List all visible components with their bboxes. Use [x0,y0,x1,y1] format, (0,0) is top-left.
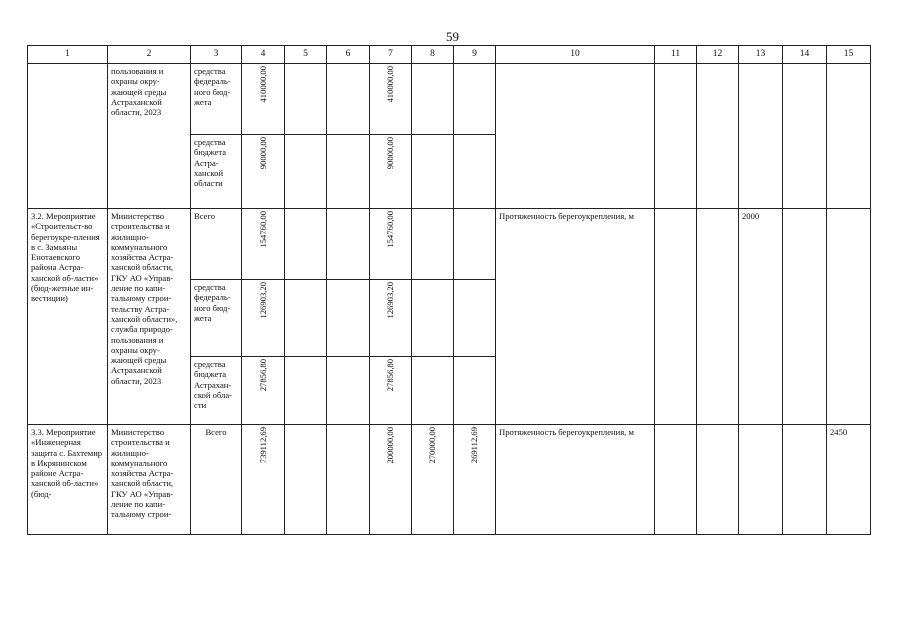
col-header-12: 12 [697,46,739,64]
col-header-13: 13 [739,46,783,64]
block1-c7-2: 90000,00 [370,135,412,209]
table-row [28,209,871,280]
empty-cell [783,425,827,535]
block1-executor: пользования и охраны окру-жающей среды Астраханской области, 2023 [108,64,191,209]
empty-cell [327,209,370,280]
block2-c7-1: 154760,00 [370,209,412,280]
empty-cell [412,357,454,425]
block2-c7-2: 126903,20 [370,280,412,357]
empty-cell [285,64,327,135]
block3-c8-1: 270000,00 [412,425,454,535]
empty-cell [454,209,496,280]
empty-cell [739,425,783,535]
empty-cell [285,357,327,425]
col-header-6: 6 [327,46,370,64]
block2-total-2: 126903,20 [242,280,285,357]
empty-cell [285,135,327,209]
empty-cell [697,209,739,425]
empty-cell [412,280,454,357]
block1-source-1: средства федераль-ного бюд-жета [191,64,242,135]
empty-cell [327,64,370,135]
empty-cell [827,209,871,425]
empty-cell [739,64,783,209]
empty-cell [655,425,697,535]
block3-measure: 3.3. Мероприятие «Инженерная защита с. Бахтемир в Икрянинском районе Астра-ханской об-ласти» (бюд- [28,425,108,535]
empty-cell [655,209,697,425]
col-header-10: 10 [496,46,655,64]
empty-cell [697,425,739,535]
col-header-3: 3 [191,46,242,64]
empty-cell [327,357,370,425]
col-header-5: 5 [285,46,327,64]
empty-cell [285,280,327,357]
empty-cell [412,135,454,209]
col-header-4: 4 [242,46,285,64]
block2-source-3: средства бюджета Астрахан-ской обла-сти [191,357,242,425]
block3-executor: Министерство строительства и жилищно-коммунального хозяйства Астра-ханской области, ГКУ АО «Управ-ление по капи-тальному строи- [108,425,191,535]
block3-c9-1: 269112,69 [454,425,496,535]
empty-cell [697,64,739,209]
col-header-7: 7 [370,46,412,64]
block2-total-3: 27856,80 [242,357,285,425]
block3-c15: 2450 [827,425,871,535]
block1-indicator [496,64,655,209]
col-header-8: 8 [412,46,454,64]
block2-measure: 3.2. Мероприятие «Строительст-во берегоукре-пления в с. Замьяны Енотаевского района Астра-ханской об-ласти» (бюд-жетные ин-вестиции) [28,209,108,425]
block2-executor: Министерство строительства и жилищно-коммунального хозяйства Астра-ханской области, ГКУ АО «Управ-ление по капи-тальному строи-тельству Астра-ханской области», служба природо-пользования и охраны окру-жающей среды Астраханской области, 2023 [108,209,191,425]
block1-col1 [28,64,108,209]
block3-indicator: Протяженность берегоукрепления, м [496,425,655,535]
empty-cell [783,64,827,209]
empty-cell [783,209,827,425]
block1-total-2: 90000,00 [242,135,285,209]
page-number: 59 [446,29,459,44]
block1-c7-1: 410000,00 [370,64,412,135]
table-row [28,64,871,135]
col-header-11: 11 [655,46,697,64]
block2-c7-3: 27856,80 [370,357,412,425]
block3-c7-1: 200000,00 [370,425,412,535]
col-header-15: 15 [827,46,871,64]
block2-source-2: средства федераль-ного бюд-жета [191,280,242,357]
empty-cell [454,357,496,425]
empty-cell [327,280,370,357]
block1-total-1: 410000,00 [242,64,285,135]
empty-cell [454,135,496,209]
table-row [28,425,871,535]
column-number-row [28,46,871,64]
col-header-14: 14 [783,46,827,64]
empty-cell [285,425,327,535]
col-header-9: 9 [454,46,496,64]
empty-cell [655,64,697,209]
block2-indicator: Протяженность берегоукрепления, м [496,209,655,425]
empty-cell [327,135,370,209]
empty-cell [327,425,370,535]
col-header-2: 2 [108,46,191,64]
empty-cell [412,209,454,280]
empty-cell [412,64,454,135]
block2-c13: 2000 [739,209,783,425]
empty-cell [285,209,327,280]
block2-total-1: 154760,00 [242,209,285,280]
col-header-1: 1 [28,46,108,64]
block3-source-1: Всего [191,425,242,535]
empty-cell [454,64,496,135]
block1-source-2: средства бюджета Астра-ханской области [191,135,242,209]
empty-cell [827,64,871,209]
empty-cell [454,280,496,357]
block3-total-1: 739112,69 [242,425,285,535]
budget-table [27,45,871,535]
block2-source-1: Всего [191,209,242,280]
